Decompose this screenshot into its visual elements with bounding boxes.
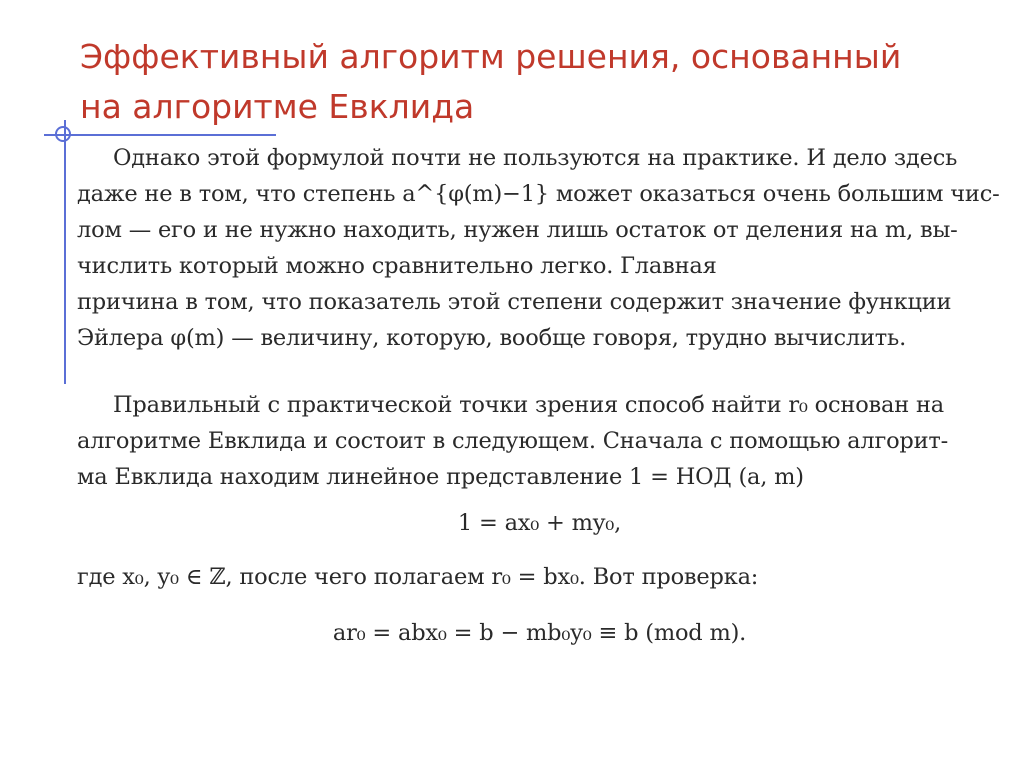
paragraph-1-line: причина в том, что показатель этой степени содержит значение функции [77, 289, 952, 315]
crosshair-circle-icon [55, 126, 71, 142]
paragraph-2-line: Правильный с практической точки зрения способ найти r₀ основан на [113, 392, 944, 418]
formula-verification: ar₀ = abx₀ = b − mb₀y₀ ≡ b (mod m). [332, 620, 747, 646]
paragraph-1-line: числить который можно сравнительно легко. Главная [77, 253, 717, 279]
slide-title [80, 32, 1000, 132]
paragraph-3-line: где x₀, y₀ ∈ ℤ, после чего полагаем r₀ = bx₀. Вот проверка: [77, 564, 759, 590]
formula-linear-representation: 1 = ax₀ + my₀, [457, 510, 622, 536]
paragraph-1-line: Эйлера φ(m) — величину, которую, вообще говоря, трудно вычислить. [77, 325, 907, 351]
title-line-1: Эффективный алгоритм решения, основанный [80, 37, 902, 76]
paragraph-2-line: алгоритме Евклида и состоит в следующем. Сначала с помощью алгорит- [77, 428, 949, 454]
paragraph-2-line: ма Евклида находим линейное представление 1 = НОД (a, m) [77, 464, 804, 490]
paragraph-1-line: лом — его и не нужно находить, нужен лишь остаток от деления на m, вы- [77, 217, 958, 243]
crosshair-vertical-rule [64, 120, 66, 384]
title-line-2: на алгоритме Евклида [80, 87, 475, 126]
crosshair-horizontal-rule [44, 134, 276, 136]
paragraph-1-line: Однако этой формулой почти не пользуются на практике. И дело здесь [113, 145, 958, 171]
paragraph-1-line: даже не в том, что степень a^{φ(m)−1} может оказаться очень большим чис- [77, 181, 1000, 207]
